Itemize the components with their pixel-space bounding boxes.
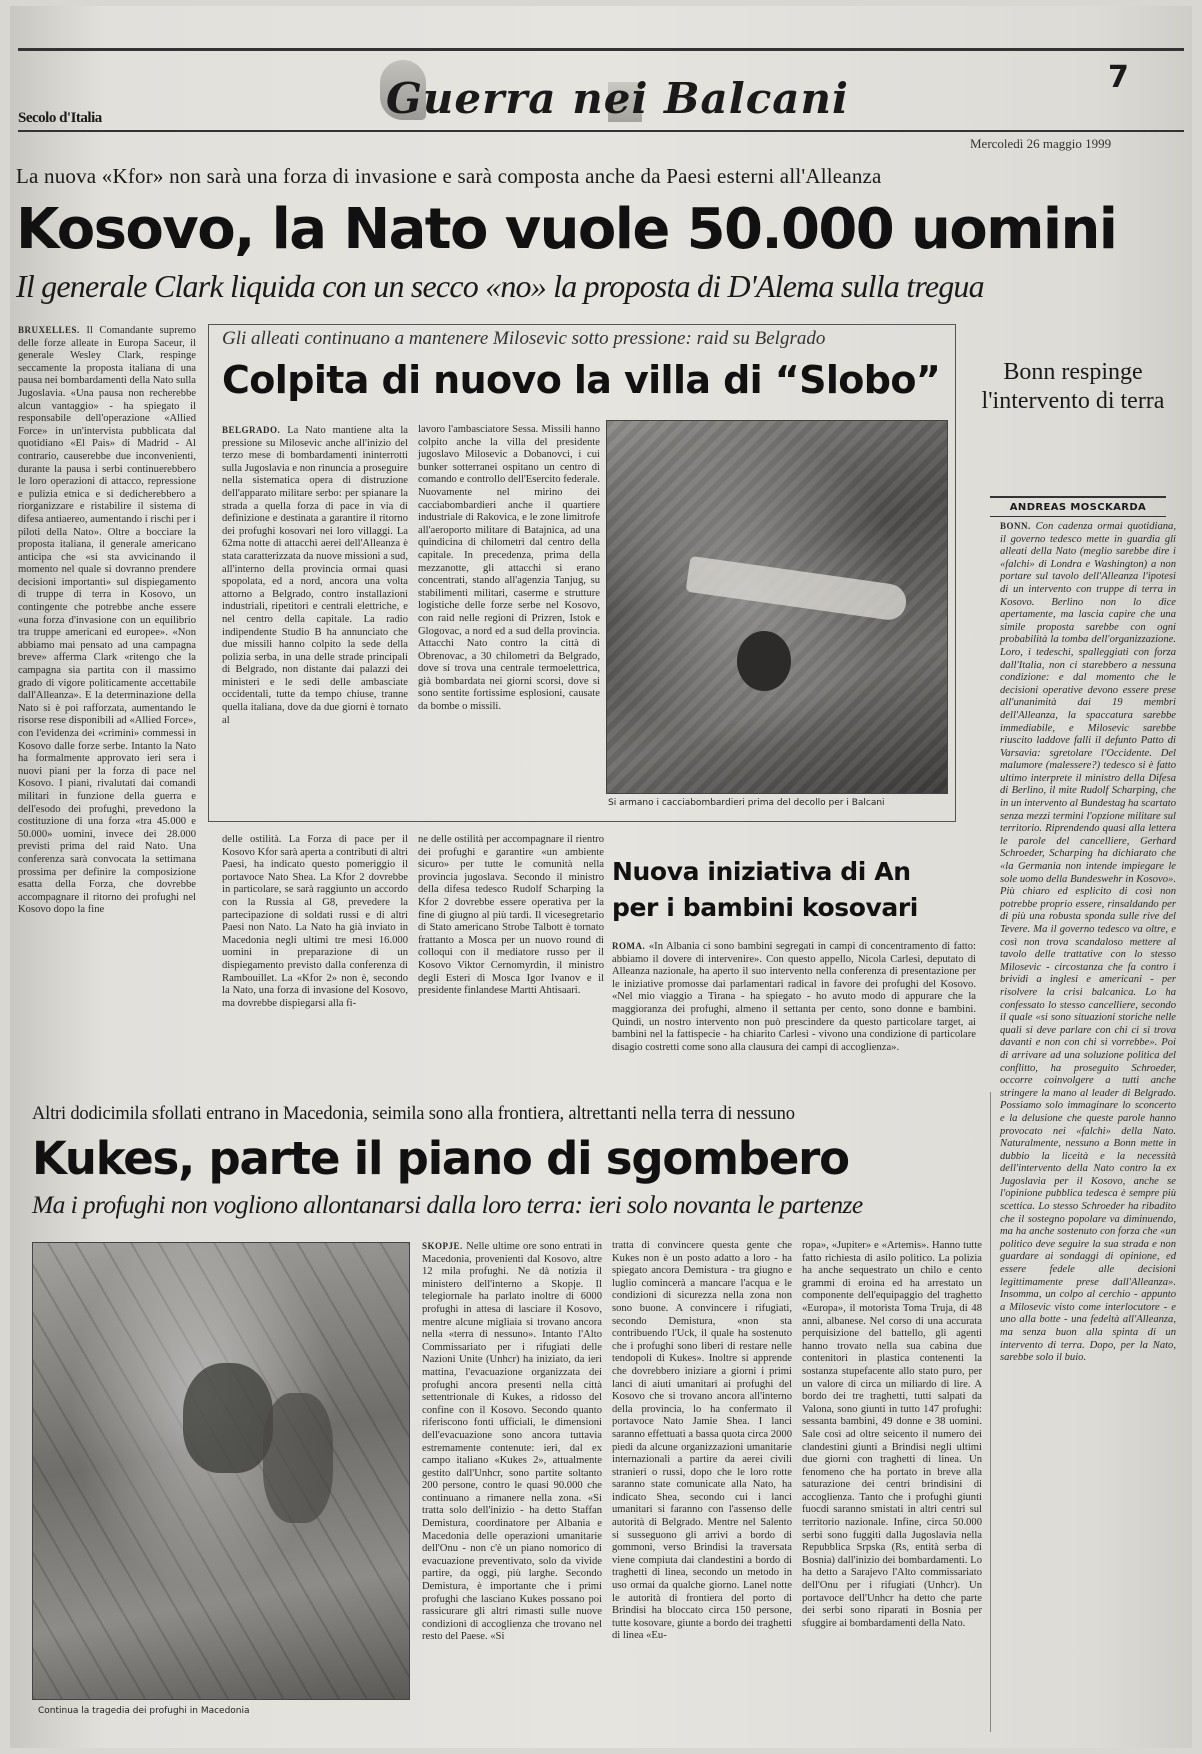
- kukes-subhead: Ma i profughi non vogliono allontanarsi dalla loro terra: ieri solo novanta le partenze: [32, 1190, 863, 1219]
- lead-text-column-2: [222, 834, 408, 1084]
- villa-kicker: Gli alleati continuano a mantenere Milosevic sotto pressione: raid su Belgrado: [222, 328, 826, 349]
- an-text-body: «In Albania ci sono bambini segregati in campi di concentramento di fatto: abbiamo il dovere di intervenire». Con questo appello, Nicola Carlesi, deputato di Alleanza nazionale, ha aperto il suo intervento nella conferenza di presentazione per le iniziative promosse dai parlamentari radical in favore dei profughi del Kosovo. «Nel mio viaggio a Tirana - ha spiegato - ho avuto modo di appurare che la maggioranza dei profughi, almeno il settanta per cento, sono donne e bambini. Quindi, un nostro intervento non può prescindere da questo particolare target, ai bambini nel la fattispecie - ha chiarito Carlesi - vivono una condizione di particolare disagio costretti come sono alla clausura dei campi di accoglienza».: [612, 941, 976, 1053]
- lead-kicker: La nuova «Kfor» non sarà una forza di invasione e sarà composta anche da Paesi esterni all'Alleanza: [16, 164, 882, 188]
- crew-member-shape: [737, 631, 791, 691]
- page-number: 7: [1108, 60, 1129, 95]
- villa-headline: Colpita di nuovo la villa di “Slobo”: [222, 358, 941, 402]
- an-headline-line-2: per i bambini kosovari: [612, 893, 918, 922]
- lead-text-column-1: [18, 324, 196, 916]
- kukes-photo-caption: Continua la tragedia dei profughi in Macedonia: [38, 1706, 250, 1716]
- villa-text-column-2: [418, 424, 600, 812]
- kukes-text-3: ropa», «Jupiter» e «Artemis». Hanno tutte fatto richiesta di asilo politico. La polizia ha anche sequestrato un chilo e cento grammi di eroina ed ha arrestato un componente dell'equipaggio del traghetto «Europa», il motorista Toma Truja, di 48 anni, albanese. Nel corso di una accurata perquisizione del battello, gli agenti hanno trovato nella sua cabina due contenitori in plastica contenenti la sostanza stupefacente allo stato puro, per un valore di circa un miliardo di lire. A bordo dei tre traghetti, tutti salpati da Valona, sono giunti in tutto 147 profughi: sessanta bambini, 49 donne e 38 uomini. Sale così ad oltre seicento il numero dei clandestini giunti a Brindisi negli ultimi due giorni con traghetti di linea. Un fenomeno che ha portato in breve alla saturazione dei centri brindisini di accoglienza. Tanto che i profughi giunti fuocdi saranno smistati in altri centri sul territorio nazionale. Infine, circa 50.000 serbi sono fuggiti dalla Jugoslavia nella Repubblica Srpska (Rs, entità serba di Bosnia) dall'inizio dei bombardamenti. Lo ha detto a Sarajevo l'Alto commissariato dell'Onu per i rifugiati (Unhcr). Un portavoce dell'Unhcr ha detto che parte dei serbi sono riparati in Bosnia per sfuggire ai bombardamenti della Nato.: [802, 1240, 982, 1629]
- bonn-headline: Bonn respinge l'intervento di terra: [981, 359, 1165, 414]
- bonn-byline-rule: [990, 496, 1166, 498]
- issue-date: Mercoledì 26 maggio 1999: [970, 136, 1112, 151]
- an-text: [612, 940, 976, 1080]
- section-title: [380, 52, 849, 124]
- masthead-bottom-rule: [18, 130, 1184, 132]
- villa-dateline: BELGRADO.: [222, 425, 288, 435]
- newspaper-name: Secolo d'Italia: [18, 110, 102, 126]
- villa-photo-caption: Si armano i cacciabombardieri prima del decollo per i Balcani: [608, 798, 885, 808]
- bonn-text-body: Con cadenza ormai quotidiana, il governo tedesco mette in guardia gli alleati della Nato (meglio sarebbe dire i «falchi» di Londra e Washington) a non portare sul tavolo dell'Alleanza l'ipotesi di un intervento con truppe di terra in Kosovo. Berlino non lo dice apertamente, ma lascia capire che una simile proposta sarebbe con ogni probabilità la tomba dell'organizzazione. Loro, i tedeschi, spalleggiati con forza dall'Italia, non ci starebbero a nessuna condizione: e dal momento che le decisioni operative devono essere prese all'unanimità dai 19 membri dell'Alleanza, la spaccatura sarebbe immediabile, e Milosevic sarebbe riuscito laddove falli il defunto Patto di Varsavia: sgretolare l'Occidente. Del malumore (malessere?) tedesco si è fatto ultimo interprete il ministro della Difesa di Berlino, il mite Rudolf Scharping, che in un intervento al Bundestag ha scartato senza mezzi termini l'opzione militare sul territorio. Riprendendo quasi alla lettera le parole del cancelliere, Gerhard Schroeder, Scharping ha dichiarato che «la Germania non intende impiegare le sole uomo della Bundeswehr in Kosovo». Più chiaro ed esplicito di così non potrebbe proprio essere, rinsaldando per di più una robusta sponda sulle rive del Tevere. Ma il governo tedesco va oltre, e così non trova scandaloso mettere al tavolo delle trattative con lo stesso Milosevic - circostanza che fa contro i brividi a inglesi e americani - per risolvere la crisi balcanica. Lo ha confessato lo stesso cancelliere, secondo il quale «si sono situazioni storiche nelle quali si deve parlare con chi ci si trova davanti e non con chi si vorrebbe». Poi di arrivare ad una soluzione politica del conflitto, ha proseguito Schroeder, occorre coinvolgere a tutti anche stringere la mano al leader di Belgrado. Possiamo solo immaginare lo sconcerto e la delusione che queste parole hanno provocato nei «falchi» della Nato. Naturalmente, nessuno a Bonn mette in dubbio la liceità e la necessità dell'intervento della Nato contro la ex Jugoslavia per il Kosovo, anche se l'opinione pubblica tedesca è sempre più scettica. Lo stesso Schroeder ha ribadito che il sostegno popolare va diminuendo, ma ha anche sostenuto con forza che «un politico deve seguire la sua strada e non guardare ai sondaggi di opinione, ed essere fedele alle decisioni legittimamente prese dall'Alleanza». Insomma, un colpo al cerchio - appunto a Milosevic visto come interlocutore - e uno alla botte - una fedeltà all'Alleanza, ma senza buon alla spinta di un intervento di terra. Dopo, per la Nato, sarebbe solo il buio.: [1000, 521, 1176, 1364]
- kukes-text-2: tratta di convincere questa gente che Kukes non è un posto adatto a loro - ha spiegato ancora Demistura - tra giugno e luglio comincerà a mancare l'acqua e le condizioni di sicurezza nella zona non sono buone. A convincere i rifugiati, secondo Demistura, «non sta contribuendo l'Uck, il quale ha sostenuto che i profughi sono liberi di restare nelle tendopoli di Kukes». Inoltre si apprende che dovrebbero iniziare a giorni i primi lanci di aiuti umanitari ai profughi del Kosovo che si trovano ancora all'interno della provincia, lo ha confermato il portavoce Nato Jamie Shea. I lanci saranno effettuati a bassa quota circa 2000 piedi da alcune organizzazioni umanitarie internazionali a partire da aerei civili stranieri o russi, dopo che le loro rotte saranno state comunicate alla Nato, ha indicato Shea, secondo cui i lanci umanitari si faranno con l'assenso delle autorità di Belgrado. Mentre nel Salento si susseguono gli arrivi a bordo di gommoni, verso Brindisi la traversata viene compiuta dai clandestini a bordo di traghetti di linea, secondo un metodo in uso ormai da qualche giorno. Lanel notte le autorità di frontiera del porto di Brindisi ha bloccato circa 150 persone, tutte kosovare, giunte a bordo dei traghetti di linea «Eu-: [612, 1240, 792, 1642]
- kukes-text-1: Nelle ultime ore sono entrati in Macedonia, provenienti dal Kosovo, altre 12 mila profughi. Ne dà notizia il ministero dell'interno a Skopje. Il telegiornale ha parlato inoltre di 6000 profughi in attesa di lasciare il Kosovo, mentre alcune migliaia si trovano ancora nella «terra di nessuno». Intanto l'Alto Commissariato per i rifugiati delle Nazioni Unite (Unhcr) ha iniziato, da ieri mattina, l'evacuazione organizzata dei profughi ancora presenti nella città settentrionale di Kukes, a ridosso del confine con il Kosovo. Secondo quanto riferiscono fonti ufficiali, le dimensioni dell'evacuazione sono ancora tuttavia estremamente contenute: ieri, dal ex campo italiano «Kukes 2», attualmente gestito dall'Unhcr, sono partite soltanto 200 persone, contro le quasi 90.000 che continuano a rimanere nella zona. «Si tratta solo dell'inizio - ha detto Staffan Demistura, coordinatore per Albania e Macedonia delle operazioni umanitarie dell'Onu - non c'è un piano nomorico di evacuazione preventivato, solo da vivide partire, da oggi, più larghe. Secondo Demistura, è importante che i primi profughi che lasciano Kukes possano poi rassicurare gli altri rimasti sulle nuove condizioni di accoglienza che trovano nel resto del Paese. «Si: [422, 1241, 602, 1643]
- bonn-byline-rule-2: [990, 516, 1166, 517]
- jet-weapon-photo: [606, 420, 948, 794]
- bonn-text: [1000, 520, 1176, 1740]
- lead-subhead: Il generale Clark liquida con un secco «no» la proposta di D'Alema sulla tregua: [16, 268, 984, 304]
- lead-headline: Kosovo, la Nato vuole 50.000 uomini: [16, 197, 1117, 262]
- right-column-rule: [990, 1092, 991, 1732]
- an-dateline: ROMA.: [612, 941, 649, 951]
- lead-dateline: BRUXELLES.: [18, 325, 87, 335]
- lead-text-2: delle ostilità. La Forza di pace per il Kosovo Kfor sarà aperta a contributi di altri Paesi, ha indicato questo pomeriggio il portavoce Nato Shea. La Kfor 2 dovrebbe in particolare, se sarà raggiunto un accordo con la Russia al G8, prevedere la partecipazione di soldati russi e di altri Paesi non Nato. La Nato ha già inviato in Macedonia negli ultimi tre mesi 16.000 uomini in preparazione di un dispiegamento previsto dalla conferenza di Rambouillet. La «Kfor 2» non è, secondo la Nato, una forza di invasione del Kosovo, ma dovrebbe dispiegarsi alla fi-: [222, 834, 408, 1009]
- lead-text-1: Il Comandante supremo delle forze alleate in Europa Saceur, il generale Wesley Clark, respinge seccamente la proposta italiana di una pausa nei bombardamenti della Nato sulla Jugoslavia. «Una pausa non recherebbe alcun vantaggio» - ha spiegato il responsabile dell'operazione «Allied Force» in un'intervista pubblicata dal quotidiano «El Pais» di Madrid - Al contrario, causerebbe due inconvenienti, durante la pausa i serbi continuerebbero le loro operazioni di attacco, repressione e pulizia etnica e si dedicherebbero a riorganizzare e ristabilire il sistema di difesa antiaereo, aumentando i rischi per i piloti della Nato». Oltre a bocciare la proposta italiana, il generale americano anticipa che «si sta avvicinando il momento nel quale si dovranno prendere decisioni importanti» sul dispiegamento di truppe di terra in Kosovo, un contingente che potrebbe anche essere «una forza d'invasione con un equilibrio tra truppe americani ed europee». «Non abbiamo mai pensato ad una campagna breve» afferma Clark «ritengo che la campagna sia partita con il massimo grado di vigore politicamente accettabile dall'Alleanza». E la determinazione della Nato si è poi rafforzata, aumentando le risorse rese disponibili ad «Allied Force», con l'evidenza dei «crimini» commessi in Kosovo dalle forze serbe. Intanto la Nato ha formalmente approvato ieri sera i nuovi piani per la forza di pace nel Kosovo. I piani, rivalutati dai comandi militari in funzione della guerra e dell'esodo dei profughi, prevedono la costituzione di una forza «tra 45.000 e 50.000» uomini, invece dei 28.000 previsti prima del raid Nato. Una conferenza sarà convocata la settimana prossima per definire la composizione esatta della Forza, che dovrebbe accompagnare il ritorno dei profughi nel Kosovo dopo la fine: [18, 325, 196, 916]
- kukes-text-column-3: [802, 1240, 982, 1740]
- kukes-headline: Kukes, parte il piano di sgombero: [32, 1132, 849, 1185]
- kukes-dateline: SKOPJE.: [422, 1241, 467, 1251]
- lead-text-column-3: [418, 834, 604, 1084]
- bonn-dateline: BONN.: [1000, 521, 1036, 531]
- kukes-text-column-1: [422, 1240, 602, 1740]
- kukes-kicker: Altri dodicimila sfollati entrano in Macedonia, seimila sono alla frontiera, altrettanti nella terra di nessuno: [32, 1104, 795, 1124]
- missile-shape: [686, 556, 909, 622]
- an-headline: [612, 854, 962, 926]
- villa-text-2: lavoro l'ambasciatore Sessa. Missili hanno colpito anche la villa del presidente jugoslavo Milosevic a Dobanovci, i cui bunker sotterranei ospitano un centro di comando e controllo dell'Esercito federale. Nuovamente nel mirino dei cacciabombardieri anche il quartiere industriale di Rakovica, e le zone limitrofe all'aeroporto militare di Batajnica, ad una quindicina di chilometri dal centro della capitale. In precedenza, prima della mezzanotte, gli attacchi si erano concentrati, stando all'agenzia Tanjug, su stabilimenti militari, caserme e strutture logistiche delle forze serbe nel Kosovo, con raid nelle regioni di Prizren, Istok e Glogovac, a nord ed a sud della provincia. Attacchi Nato contro la città di Obrenovac, a 30 chilometri da Belgrado, dove si trova una centrale termoelettrica, già bombardata nei giorni scorsi, dove si sono sentite fortissime esplosioni, causate da bombe o missili.: [418, 424, 600, 713]
- villa-text-1: La Nato mantiene alta la pressione su Milosevic anche all'inizio del terzo mese di bombardamenti ininterrotti sulla Jugoslavia e non rinuncia a proseguire nella sistematica opera di distruzione dell'apparato militare serbo: per spianare la strada a quella forza di pace in via di definizione e destinata a garantire il ritorno dei profughi kosovari nei loro villaggi. La 62ma notte di attacchi aerei dell'Alleanza è stata caratterizzata da nuove missioni a sud, all'interno della provincia ormai quasi spopolata, ed a nord, ancora una volta attorno a Belgrado, contro installazioni industriali, ripetitori e centrali elettriche, e nel centro della capitale. La radio indipendente Studio B ha annunciato che due missili hanno colpito la sede della polizia serba, in una delle strade principali di Belgrado, non distante dai palazzi dei ministeri e le sedi delle ambasciate occidentali, tutte da tempo chiuse, tranne quella italiana, dove da due giorni è tornato al: [222, 425, 408, 726]
- newspaper-page: [10, 6, 1192, 1748]
- an-headline-line-1: Nuova iniziativa di An: [612, 857, 911, 886]
- refugees-barbed-wire-photo: [32, 1242, 410, 1700]
- kukes-text-column-2: [612, 1240, 792, 1740]
- refugee-figure-shape: [183, 1363, 273, 1473]
- villa-text-column-1: [222, 424, 408, 812]
- masthead-top-rule: [18, 48, 1184, 51]
- section-title-text: Guerra nei Balcani: [386, 74, 849, 123]
- lead-text-3: ne delle ostilità per accompagnare il rientro dei profughi e garantire «un ambiente sicuro» per tutte le comunità nella provincia jugoslava. Secondo il ministro della difesa tedesco Rudolf Scharping la Kfor 2 dovrebbe essere operativa per la fine di giugno al più tardi. Il vicesegretario di Stato americano Strobe Talbott è tornato frattanto a Mosca per un nuovo round di colloqui con il mediatore russo per il Kosovo Viktor Cernomyrdin, il ministro degli Esteri di Mosca Igor Ivanov e il presidente finlandese Martti Ahtisaari.: [418, 834, 604, 997]
- refugee-figure-shape-2: [263, 1393, 333, 1523]
- bonn-byline: ANDREAS MOSCKARDA: [1009, 502, 1147, 513]
